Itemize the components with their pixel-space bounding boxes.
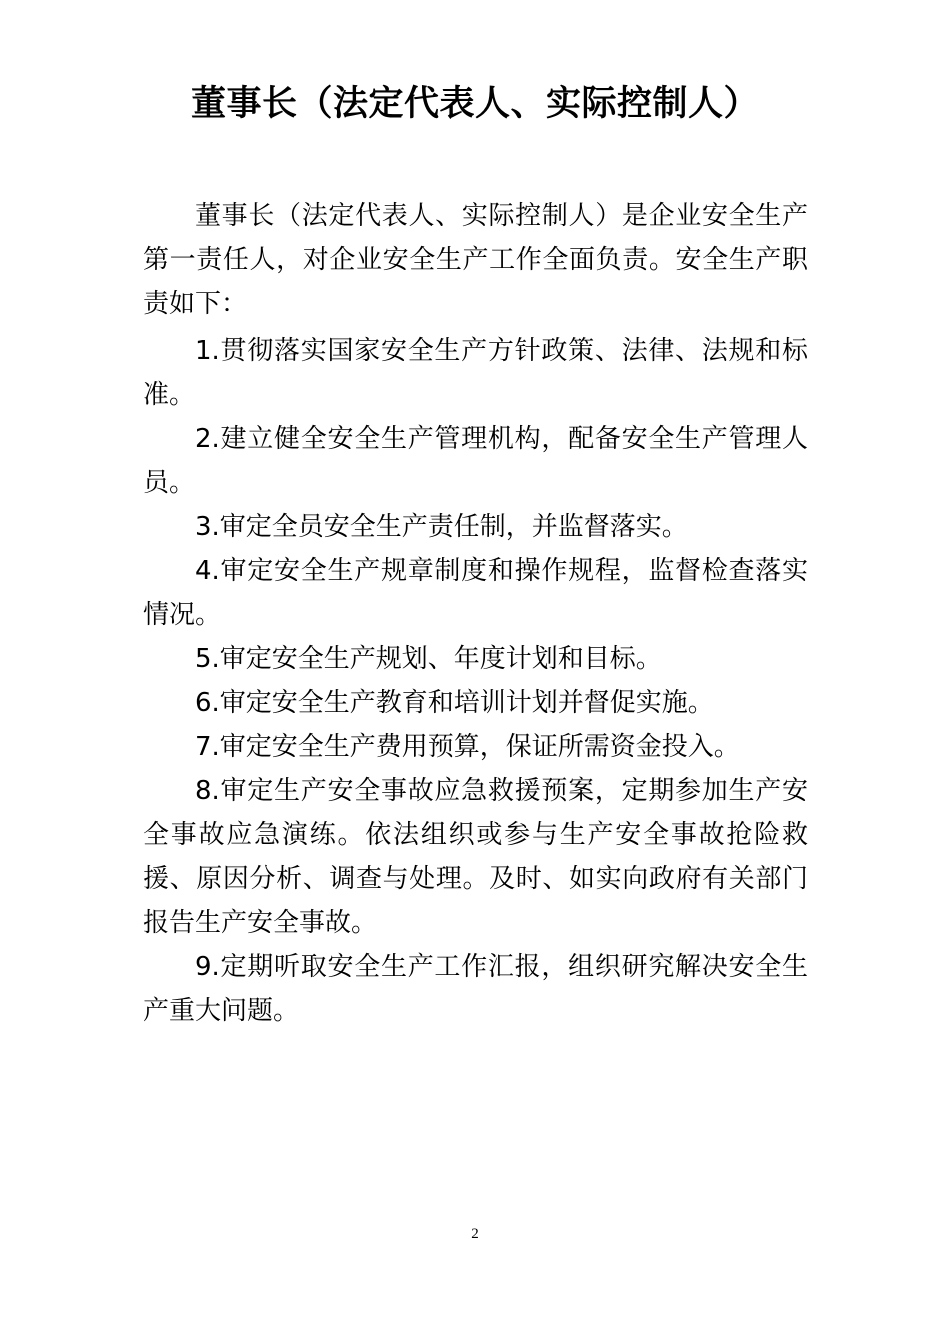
document-title: 董事长（法定代表人、实际控制人） — [190, 84, 759, 124]
duty-item-3: 3.审定全员安全生产责任制，并监督落实。 — [195, 512, 688, 542]
duty-item-7: 7.审定安全生产费用预算，保证所需资金投入。 — [195, 732, 740, 762]
duty-item-9: 9.定期听取安全生产工作汇报，组织研究解决安全生产重大问题。 — [143, 952, 808, 1026]
page-number: 2 — [471, 1226, 479, 1242]
duty-item-1: 1.贯彻落实国家安全生产方针政策、法律、法规和标准。 — [143, 336, 808, 410]
duty-item-4: 4.审定安全生产规章制度和操作规程，监督检查落实情况。 — [143, 556, 808, 630]
duty-item-6: 6.审定安全生产教育和培训计划并督促实施。 — [195, 688, 714, 718]
duty-item-2: 2.建立健全安全生产管理机构，配备安全生产管理人员。 — [143, 424, 808, 498]
intro-paragraph: 董事长（法定代表人、实际控制人）是企业安全生产第一责任人，对企业安全生产工作全面负责。安全生产职责如下： — [143, 201, 808, 319]
document-body — [143, 194, 808, 1033]
duty-item-8: 8.审定生产安全事故应急救援预案，定期参加生产安全事故应急演练。依法组织或参与生产安全事故抢险救援、原因分析、调查与处理。及时、如实向政府有关部门报告生产安全事故。 — [143, 776, 808, 938]
duty-item-5: 5.审定安全生产规划、年度计划和目标。 — [195, 644, 662, 674]
